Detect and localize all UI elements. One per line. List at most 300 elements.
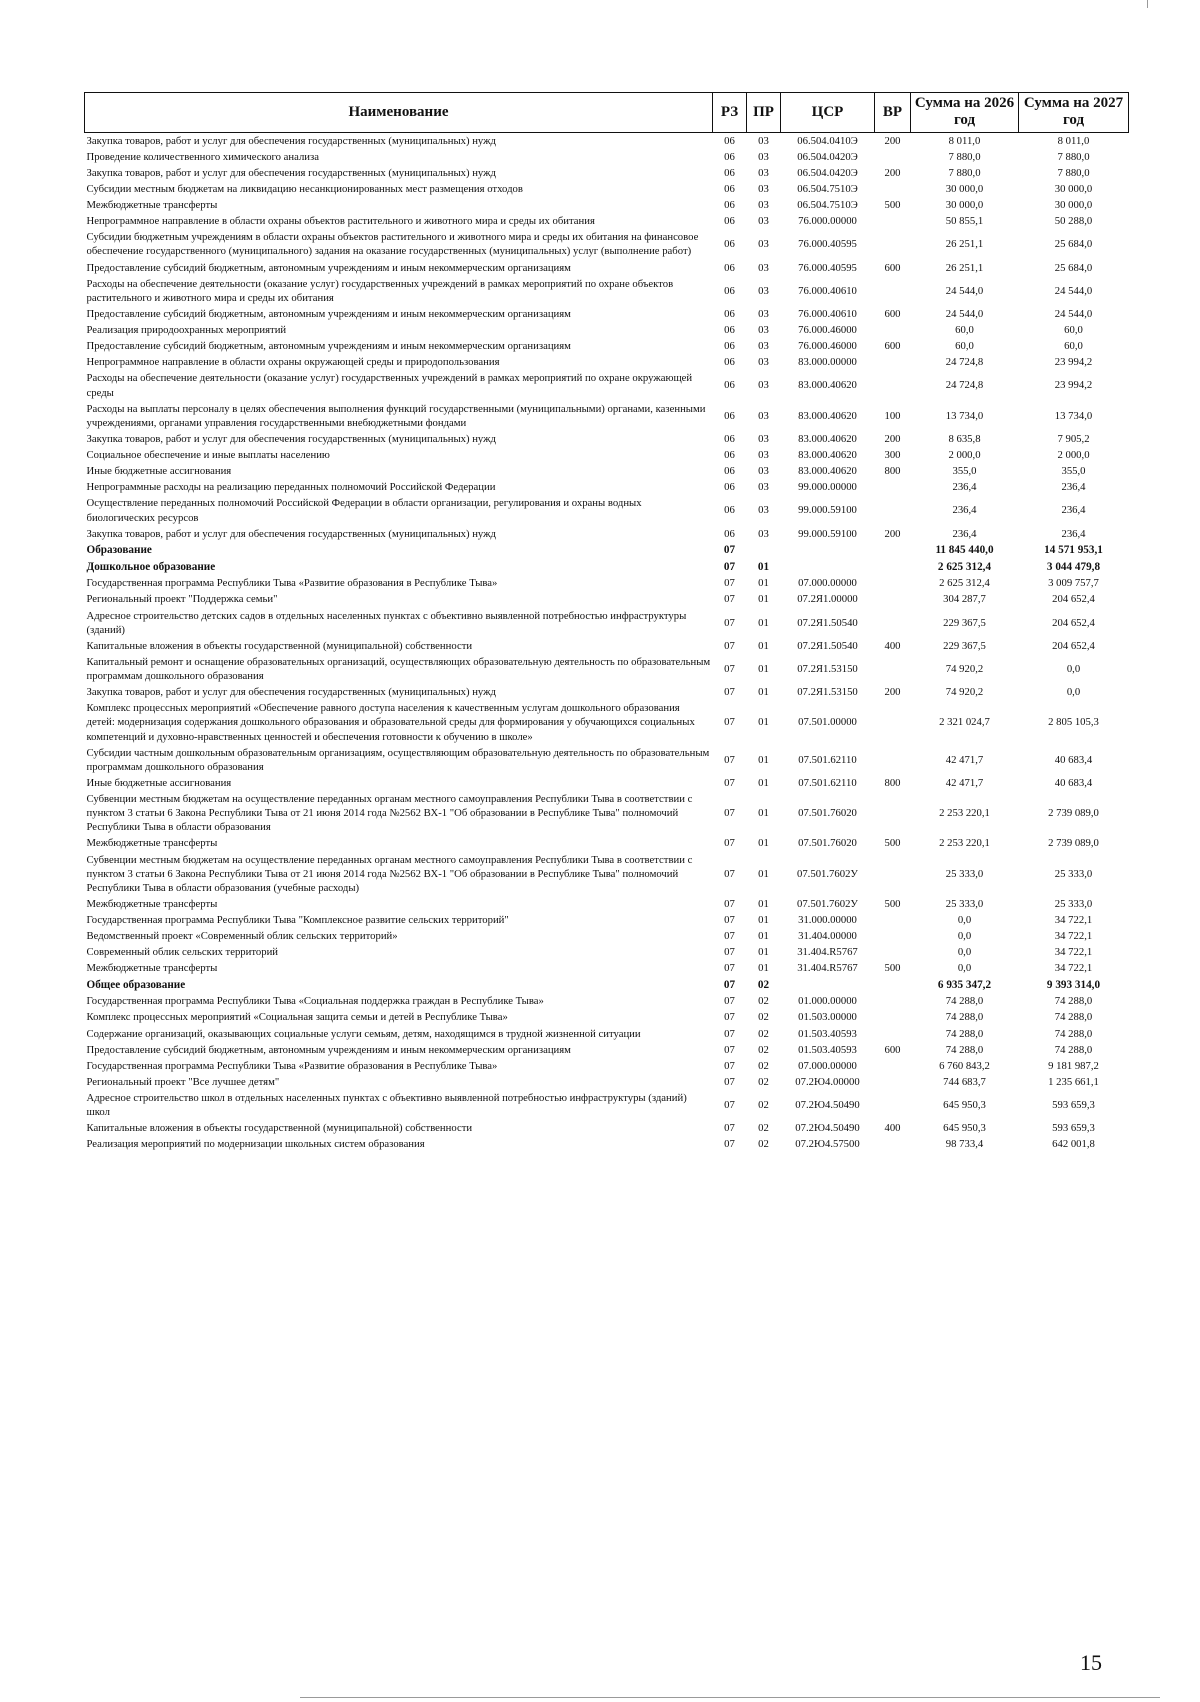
row-sum-2027-cell: 23 994,2	[1054, 356, 1093, 369]
row-name-cell: Межбюджетные трансферты	[86, 897, 218, 910]
table-row	[85, 526, 1129, 542]
row-csr-cell	[781, 559, 875, 576]
row-vr-cell	[875, 1009, 911, 1025]
row-sum-2027-cell: 74 288,0	[1054, 1011, 1093, 1024]
page-number: 15	[1080, 1650, 1102, 1675]
table-row	[85, 852, 1129, 896]
row-name-cell: Государственная программа Республики Тыва «Развитие образования в Республике Тыва»	[86, 577, 498, 590]
row-rz-cell: 06	[724, 261, 735, 274]
row-sum-2026-cell: 2 625 312,4	[937, 560, 992, 573]
row-pr-cell: 01	[758, 686, 769, 699]
row-sum-2027-cell: 7 905,2	[1057, 432, 1090, 445]
row-csr-cell: 99.000.00000	[798, 481, 857, 494]
row-rz-cell: 06	[724, 199, 735, 211]
row-name-cell: Капитальные вложения в объекты государственной (муниципальной) собственности	[86, 1122, 473, 1135]
row-sum-2026-cell: 0,0	[957, 962, 972, 975]
table-row	[85, 608, 1129, 638]
row-rz-cell: 07	[724, 837, 735, 850]
row-sum-2026-cell: 26 251,1	[945, 238, 984, 251]
row-rz-cell: 07	[724, 946, 735, 959]
row-sum-2027-cell: 30 000,0	[1054, 182, 1093, 195]
row-sum-2026-cell: 2 253 220,1	[939, 807, 990, 820]
row-csr-cell: 07.2Я1.53150	[797, 663, 858, 675]
row-name-cell: Адресное строительство детских садов в отдельных населенных пунктах с объективно выявленной потребностью инфраструктуры (зданий)	[86, 609, 687, 636]
row-csr-cell: 76.000.00000	[798, 215, 857, 228]
row-csr-cell: 07.2Я1.50540	[797, 639, 858, 652]
row-rz-cell: 06	[724, 379, 735, 392]
row-sum-2027-cell: 642 001,8	[1052, 1138, 1095, 1151]
row-sum-2027-cell: 60,0	[1064, 324, 1083, 336]
row-name-cell: Содержание организаций, оказывающих социальные услуги семьям, детям, находящимся в трудной жизненной ситуации	[86, 1027, 641, 1040]
row-csr-cell: 83.000.00000	[798, 356, 857, 369]
table-row	[85, 791, 1129, 835]
row-name-cell: Социальное обеспечение и иные выплаты населению	[86, 449, 330, 461]
row-name-cell: Межбюджетные трансферты	[86, 199, 218, 211]
row-name-cell: Субсидии местным бюджетам на ликвидацию несанкционированных мест размещения отходов	[86, 182, 523, 195]
row-csr-cell: 01.503.40593	[798, 1027, 857, 1040]
row-csr-cell: 83.000.40620	[798, 465, 857, 478]
row-pr-cell: 03	[758, 134, 769, 147]
row-sum-2026-cell: 26 251,1	[945, 261, 984, 274]
row-rz-cell: 07	[724, 962, 735, 975]
row-pr-cell: 03	[758, 379, 769, 392]
row-vr-cell	[875, 608, 911, 638]
row-name-cell: Образование	[86, 543, 152, 556]
row-sum-2026-cell: 50 855,1	[945, 215, 984, 228]
row-rz-cell: 06	[724, 481, 735, 494]
row-sum-2027-cell: 3 009 757,7	[1048, 577, 1099, 590]
row-name-cell: Субвенции местным бюджетам на осуществление переданных органам местного самоуправления Республики Тыва в соответствии с пунктом 3 статьи 6 Закона Республики Тыва от 21 июня 2014 года №2562 ВХ-1 "Об образовании в Республике Тыва" полномочий Республики Тыва в области образования (учебные расходы)	[86, 853, 693, 894]
row-sum-2027-cell: 60,0	[1064, 340, 1083, 353]
row-sum-2027-cell: 2 000,0	[1057, 449, 1090, 461]
row-rz-cell: 06	[724, 356, 735, 369]
row-name-cell: Капитальные вложения в объекты государственной (муниципальной) собственности	[86, 639, 473, 652]
row-csr-cell: 07.2Я1.00000	[797, 593, 858, 606]
row-rz-cell: 07	[724, 1075, 735, 1088]
row-name-cell: Дошкольное образование	[86, 560, 216, 573]
row-name-cell: Закупка товаров, работ и услуг для обеспечения государственных (муниципальных) нужд	[86, 686, 496, 699]
row-pr-cell: 01	[758, 914, 769, 927]
row-rz-cell: 06	[724, 504, 735, 517]
row-sum-2026-cell: 60,0	[955, 324, 974, 336]
row-name-cell: Межбюджетные трансферты	[86, 962, 218, 975]
table-row	[85, 447, 1129, 463]
row-pr-cell: 01	[758, 663, 769, 675]
row-name-cell: Предоставление субсидий бюджетным, автономным учреждениям и иным некоммерческим организациям	[86, 261, 571, 274]
row-pr-cell: 03	[758, 284, 769, 297]
row-rz-cell: 07	[724, 577, 735, 590]
table-row	[85, 276, 1129, 306]
row-rz-cell: 07	[724, 663, 735, 675]
row-sum-2027-cell: 2 739 089,0	[1048, 837, 1099, 850]
row-name-cell: Региональный проект "Все лучшее детям"	[86, 1075, 280, 1088]
row-sum-2027-cell: 236,4	[1061, 504, 1086, 517]
table-row	[85, 542, 1129, 559]
header-csr: ЦСР	[781, 93, 875, 133]
row-csr-cell: 07.2Ю4.00000	[795, 1075, 860, 1088]
row-csr-cell: 83.000.40620	[798, 409, 857, 422]
row-sum-2026-cell: 24 724,8	[945, 379, 984, 392]
row-sum-2027-cell: 236,4	[1061, 527, 1086, 540]
table-row	[85, 960, 1129, 976]
row-name-cell: Государственная программа Республики Тыва «Социальная поддержка граждан в Республике Тыва»	[86, 995, 544, 1008]
row-sum-2027-cell: 24 544,0	[1054, 307, 1093, 320]
row-pr-cell: 03	[758, 261, 769, 274]
row-sum-2027-cell: 1 235 661,1	[1048, 1075, 1099, 1088]
row-csr-cell: 07.501.62110	[798, 776, 857, 789]
row-rz-cell: 06	[724, 340, 735, 353]
row-csr-cell	[781, 977, 875, 994]
row-vr-cell	[875, 944, 911, 960]
row-rz-cell: 07	[724, 807, 735, 820]
row-sum-2027-cell: 34 722,1	[1054, 914, 1093, 927]
row-pr-cell: 01	[758, 837, 769, 850]
row-rz-cell: 07	[724, 1011, 735, 1024]
row-vr-cell: 200	[884, 166, 901, 179]
row-rz-cell: 06	[724, 284, 735, 297]
row-vr-cell	[875, 791, 911, 835]
row-pr-cell: 01	[758, 577, 769, 590]
row-sum-2027-cell: 25 684,0	[1054, 238, 1093, 251]
row-vr-cell: 600	[884, 1043, 901, 1056]
row-name-cell: Государственная программа Республики Тыва «Развитие образования в Республике Тыва»	[86, 1059, 498, 1072]
row-csr-cell: 01.000.00000	[798, 995, 857, 1008]
row-vr-cell: 600	[884, 261, 901, 274]
row-sum-2026-cell: 6 760 843,2	[939, 1059, 990, 1072]
row-name-cell: Субсидии бюджетным учреждениям в области охраны объектов растительного и животного мира и среды их обитания на финансовое обеспечение государственного (муниципального) задания на оказание государственных (муниципальных) услуг (выполнение работ)	[86, 231, 699, 258]
row-sum-2026-cell: 98 733,4	[945, 1138, 984, 1151]
row-csr-cell: 76.000.40595	[798, 261, 857, 274]
row-name-cell: Иные бюджетные ассигнования	[86, 465, 232, 478]
row-csr-cell: 06.504.7510Э	[797, 182, 858, 195]
row-pr-cell: 01	[758, 593, 769, 606]
row-sum-2026-cell: 744 683,7	[943, 1075, 986, 1088]
row-sum-2027-cell: 50 288,0	[1054, 215, 1093, 228]
row-sum-2026-cell: 74 920,2	[945, 663, 984, 675]
row-pr-cell: 03	[758, 238, 769, 251]
scan-edge-line	[300, 1697, 1160, 1698]
row-rz-cell: 07	[724, 914, 735, 927]
row-sum-2026-cell: 304 287,7	[943, 593, 986, 606]
row-name-cell: Расходы на обеспечение деятельности (оказание услуг) государственных учреждений в рамках мероприятий по охране окружающей среды	[86, 372, 693, 399]
row-pr-cell: 01	[758, 897, 769, 910]
table-row	[85, 977, 1129, 994]
row-sum-2027-cell: 2 805 105,3	[1048, 716, 1099, 729]
row-vr-cell	[875, 229, 911, 259]
row-pr-cell: 01	[758, 930, 769, 943]
row-sum-2027-cell: 23 994,2	[1054, 379, 1093, 392]
table-row	[85, 1058, 1129, 1074]
table-row	[85, 306, 1129, 322]
table-row	[85, 370, 1129, 400]
row-sum-2026-cell: 2 625 312,4	[939, 577, 990, 590]
row-pr-cell: 02	[758, 1027, 769, 1040]
row-vr-cell	[875, 1090, 911, 1120]
row-name-cell: Закупка товаров, работ и услуг для обеспечения государственных (муниципальных) нужд	[86, 134, 496, 147]
row-rz-cell: 06	[724, 215, 735, 228]
table-row	[85, 654, 1129, 684]
row-sum-2026-cell: 74 288,0	[945, 995, 984, 1008]
header-name: Наименование	[85, 93, 713, 133]
row-name-cell: Закупка товаров, работ и услуг для обеспечения государственных (муниципальных) нужд	[86, 527, 496, 540]
row-sum-2027-cell: 25 333,0	[1054, 897, 1093, 910]
row-rz-cell: 06	[724, 182, 735, 195]
row-pr-cell: 01	[758, 753, 769, 766]
row-pr-cell: 01	[758, 616, 769, 629]
row-sum-2026-cell: 24 544,0	[945, 307, 984, 320]
row-pr-cell: 03	[758, 324, 769, 336]
row-pr-cell: 03	[758, 481, 769, 494]
row-rz-cell: 07	[724, 776, 735, 789]
row-vr-cell	[875, 322, 911, 338]
row-sum-2026-cell: 645 950,3	[943, 1099, 986, 1112]
row-pr-cell: 02	[758, 1059, 769, 1072]
row-vr-cell	[875, 977, 911, 994]
row-csr-cell: 07.2Я1.50540	[797, 616, 858, 629]
row-sum-2026-cell: 24 724,8	[945, 356, 984, 369]
row-csr-cell: 31.404.00000	[798, 930, 857, 943]
row-csr-cell: 07.2Я1.53150	[797, 686, 858, 699]
row-pr-cell: 01	[758, 776, 769, 789]
row-pr-cell: 02	[758, 1043, 769, 1056]
row-vr-cell	[875, 1074, 911, 1090]
row-sum-2027-cell: 34 722,1	[1054, 946, 1093, 959]
row-sum-2027-cell: 2 739 089,0	[1048, 807, 1099, 820]
table-row	[85, 354, 1129, 370]
row-csr-cell: 76.000.46000	[798, 340, 857, 353]
header-sum-2027: Сумма на 2027 год	[1019, 93, 1129, 133]
row-sum-2027-cell: 34 722,1	[1054, 930, 1093, 943]
row-sum-2027-cell: 7 880,0	[1057, 166, 1090, 179]
table-row	[85, 338, 1129, 354]
row-rz-cell: 07	[724, 616, 735, 629]
row-name-cell: Непрограммные расходы на реализацию переданных полномочий Российской Федерации	[86, 481, 496, 494]
row-rz-cell: 06	[724, 307, 735, 320]
row-sum-2027-cell: 14 571 953,1	[1044, 543, 1103, 556]
row-sum-2026-cell: 0,0	[957, 914, 972, 927]
row-vr-cell: 200	[884, 432, 901, 445]
row-name-cell: Общее образование	[86, 978, 186, 991]
row-name-cell: Современный облик сельских территорий	[86, 946, 279, 959]
row-name-cell: Расходы на выплаты персоналу в целях обеспечения выполнения функций государственными (муниципальными) органами, казенными учреждениями, органами управления государственными внебюджетными фондами	[86, 402, 706, 429]
table-row	[85, 479, 1129, 495]
row-pr-cell: 03	[758, 166, 769, 179]
table-row	[85, 745, 1129, 775]
row-rz-cell: 07	[724, 1027, 735, 1040]
row-vr-cell	[875, 1026, 911, 1042]
row-sum-2027-cell: 30 000,0	[1054, 199, 1093, 211]
row-vr-cell	[875, 495, 911, 525]
row-vr-cell	[875, 700, 911, 744]
row-name-cell: Межбюджетные трансферты	[86, 837, 218, 850]
row-sum-2027-cell: 8 011,0	[1057, 134, 1090, 147]
row-name-cell: Государственная программа Республики Тыва "Комплексное развитие сельских территорий"	[86, 914, 509, 927]
row-csr-cell: 31.000.00000	[798, 914, 857, 927]
row-rz-cell: 07	[724, 716, 735, 729]
table-row	[85, 213, 1129, 229]
row-vr-cell	[875, 745, 911, 775]
row-csr-cell: 07.000.00000	[798, 577, 857, 590]
row-name-cell: Проведение количественного химического анализа	[86, 150, 319, 163]
row-name-cell: Расходы на обеспечение деятельности (оказание услуг) государственных учреждений в рамках мероприятий по охране объектов растительного и животного мира и среды их обитания	[86, 277, 674, 304]
table-row	[85, 896, 1129, 912]
row-rz-cell: 07	[724, 995, 735, 1008]
row-csr-cell: 07.2Ю4.50490	[795, 1122, 860, 1135]
table-row	[85, 431, 1129, 447]
table-row	[85, 322, 1129, 338]
row-csr-cell: 83.000.40620	[798, 449, 857, 461]
table-row	[85, 835, 1129, 851]
row-vr-cell	[875, 559, 911, 576]
row-csr-cell: 07.2Ю4.50490	[795, 1099, 860, 1112]
row-pr-cell: 02	[758, 1138, 769, 1151]
table-row	[85, 928, 1129, 944]
row-pr-cell: 01	[758, 962, 769, 975]
row-rz-cell: 07	[724, 930, 735, 943]
row-rz-cell: 07	[724, 686, 735, 699]
row-pr-cell: 02	[758, 1099, 769, 1112]
row-name-cell: Предоставление субсидий бюджетным, автономным учреждениям и иным некоммерческим организациям	[86, 307, 571, 320]
row-rz-cell: 07	[724, 753, 735, 766]
row-rz-cell: 06	[724, 166, 735, 179]
table-row	[85, 944, 1129, 960]
row-name-cell: Закупка товаров, работ и услуг для обеспечения государственных (муниципальных) нужд	[86, 432, 496, 445]
row-sum-2026-cell: 24 544,0	[945, 284, 984, 297]
row-vr-cell	[875, 575, 911, 591]
row-pr-cell: 03	[758, 199, 769, 211]
row-csr-cell: 83.000.40620	[798, 379, 857, 392]
row-pr-cell: 03	[758, 527, 769, 540]
table-row	[85, 638, 1129, 654]
row-csr-cell: 07.501.62110	[798, 753, 857, 766]
row-sum-2027-cell: 25 684,0	[1054, 261, 1093, 274]
table-row	[85, 1074, 1129, 1090]
scan-corner-mark	[1147, 0, 1148, 8]
row-rz-cell: 06	[724, 409, 735, 422]
row-sum-2026-cell: 74 920,2	[945, 686, 984, 699]
row-sum-2026-cell: 2 321 024,7	[939, 716, 990, 729]
table-row	[85, 912, 1129, 928]
table-row	[85, 1120, 1129, 1136]
table-row	[85, 181, 1129, 197]
table-row	[85, 132, 1129, 149]
row-rz-cell: 07	[724, 1059, 735, 1072]
table-row	[85, 684, 1129, 700]
row-rz-cell: 07	[724, 1122, 735, 1135]
row-pr-cell: 03	[758, 356, 769, 369]
row-name-cell: Субсидии частным дошкольным образовательным организациям, осуществляющим образовательную деятельность по образовательным программам дошкольного образования	[86, 746, 710, 773]
table-header-row	[85, 93, 1129, 133]
row-sum-2026-cell: 13 734,0	[945, 409, 984, 422]
row-sum-2026-cell: 74 288,0	[945, 1011, 984, 1024]
row-rz-cell: 06	[724, 527, 735, 540]
row-vr-cell	[875, 912, 911, 928]
row-sum-2026-cell: 25 333,0	[945, 897, 984, 910]
table-row	[85, 1136, 1129, 1152]
row-csr-cell: 83.000.40620	[798, 432, 857, 445]
row-rz-cell: 06	[724, 150, 735, 163]
row-name-cell: Предоставление субсидий бюджетным, автономным учреждениям и иным некоммерческим организациям	[86, 340, 571, 353]
row-sum-2026-cell: 6 935 347,2	[937, 978, 992, 991]
row-vr-cell	[875, 213, 911, 229]
row-csr-cell: 06.504.0410Э	[797, 134, 858, 147]
row-name-cell: Реализация мероприятий по модернизации школьных систем образования	[86, 1138, 425, 1151]
row-pr-cell: 03	[758, 449, 769, 461]
row-csr-cell: 31.404.R5767	[797, 946, 858, 959]
row-sum-2026-cell: 645 950,3	[943, 1122, 986, 1135]
row-sum-2027-cell: 9 181 987,2	[1048, 1059, 1099, 1072]
row-sum-2026-cell: 30 000,0	[945, 182, 984, 195]
row-csr-cell	[781, 542, 875, 559]
row-sum-2027-cell: 204 652,4	[1052, 616, 1095, 629]
row-csr-cell: 06.504.7510Э	[797, 199, 858, 211]
row-pr-cell: 01	[758, 946, 769, 959]
table-row	[85, 149, 1129, 165]
row-pr-cell: 02	[757, 978, 770, 991]
table-row	[85, 559, 1129, 576]
row-sum-2027-cell: 593 659,3	[1052, 1099, 1095, 1112]
row-rz-cell: 07	[723, 543, 736, 556]
row-csr-cell: 06.504.0420Э	[797, 150, 858, 163]
row-sum-2026-cell: 236,4	[952, 504, 977, 517]
table-row	[85, 591, 1129, 607]
row-sum-2026-cell: 236,4	[952, 481, 977, 494]
row-rz-cell: 07	[723, 978, 736, 991]
row-sum-2027-cell: 74 288,0	[1054, 995, 1093, 1008]
table-row	[85, 775, 1129, 791]
row-vr-cell: 300	[884, 449, 901, 461]
row-sum-2027-cell: 9 393 314,0	[1046, 978, 1101, 991]
row-sum-2027-cell: 40 683,4	[1054, 776, 1093, 789]
row-name-cell: Непрограммное направление в области охраны объектов растительного и животного мира и среды их обитания	[86, 215, 595, 228]
row-pr-cell: 03	[758, 307, 769, 320]
row-sum-2026-cell: 30 000,0	[945, 199, 984, 211]
row-vr-cell: 200	[884, 686, 901, 699]
row-csr-cell: 76.000.46000	[798, 324, 857, 336]
row-sum-2026-cell: 7 880,0	[948, 166, 981, 179]
row-csr-cell: 01.503.40593	[798, 1043, 857, 1056]
row-name-cell: Непрограммное направление в области охраны окружающей среды и природопользования	[86, 356, 500, 369]
row-vr-cell	[875, 1136, 911, 1152]
row-sum-2026-cell: 355,0	[952, 465, 977, 478]
row-sum-2027-cell: 3 044 479,8	[1046, 560, 1101, 573]
row-csr-cell: 07.501.00000	[798, 716, 857, 729]
row-pr-cell: 02	[758, 1122, 769, 1135]
row-vr-cell: 800	[884, 776, 901, 789]
row-sum-2026-cell: 74 288,0	[945, 1043, 984, 1056]
row-pr-cell: 01	[758, 867, 769, 880]
row-pr-cell: 02	[758, 1011, 769, 1024]
row-sum-2027-cell: 34 722,1	[1054, 962, 1093, 975]
row-sum-2027-cell: 204 652,4	[1052, 593, 1095, 606]
row-rz-cell: 07	[724, 1138, 735, 1151]
row-rz-cell: 06	[724, 449, 735, 461]
table-row	[85, 700, 1129, 744]
table-row	[85, 229, 1129, 259]
table-row	[85, 1009, 1129, 1025]
row-vr-cell: 600	[884, 307, 901, 320]
row-sum-2026-cell: 60,0	[955, 340, 974, 353]
row-csr-cell: 07.2Ю4.57500	[795, 1138, 860, 1151]
table-row	[85, 260, 1129, 276]
row-name-cell: Региональный проект "Поддержка семьи"	[86, 593, 278, 606]
row-sum-2026-cell: 0,0	[957, 930, 972, 943]
row-vr-cell: 500	[884, 837, 901, 850]
row-name-cell: Адресное строительство школ в отдельных населенных пунктах с объективно выявленной потребностью инфраструктуры (зданий) школ	[86, 1092, 687, 1119]
row-csr-cell: 76.000.40610	[798, 284, 857, 297]
row-rz-cell: 06	[724, 134, 735, 147]
row-name-cell: Комплекс процессных мероприятий «Социальная защита семьи и детей в Республике Тыва»	[86, 1011, 508, 1024]
